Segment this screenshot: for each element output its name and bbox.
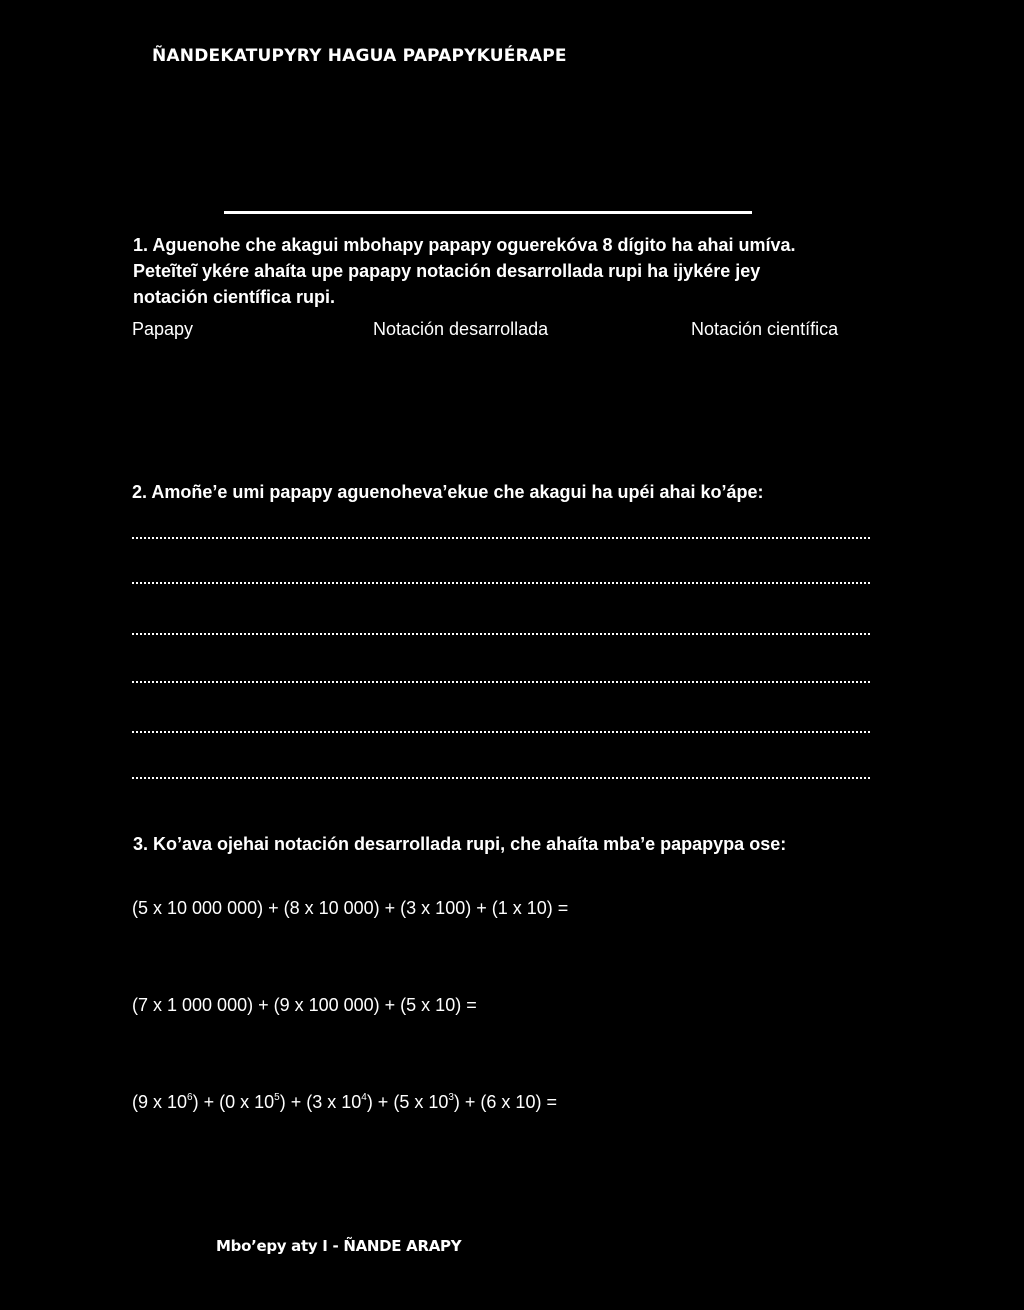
question-1-text <box>133 232 871 310</box>
answer-line-4[interactable] <box>132 681 870 683</box>
column-header-papapy: Papapy <box>132 319 194 339</box>
page-footer: Mbo’epy aty I - ÑANDE ARAPY <box>216 1237 462 1255</box>
question-3-text: 3. Ko’ava ojehai notación desarrollada rupi, che ahaíta mba’e papapypa ose: <box>133 834 787 854</box>
expression-3-exponent-3: 4 <box>361 1092 367 1103</box>
answer-line-5[interactable] <box>132 731 870 733</box>
page-header-title: ÑANDEKATUPYRY HAGUA PAPAPYKUÉRAPE <box>152 46 567 66</box>
expression-3-exponent-4: 3 <box>448 1092 454 1103</box>
answer-line-1[interactable] <box>132 537 870 539</box>
question-1-line-2: Peteĩteĩ ykére ahaíta upe papapy notación desarrollada rupi ha ijykére jey <box>133 261 761 281</box>
expression-3-part-5: ) + (6 x 10) = <box>453 1092 557 1112</box>
header-divider <box>224 211 752 214</box>
column-header-notacion-cientifica: Notación científica <box>691 319 839 339</box>
expression-3-exponent-1: 6 <box>187 1092 193 1103</box>
expression-3-part-2: ) + (0 x 10 <box>192 1092 275 1112</box>
expression-1: (5 x 10 000 000) + (8 x 10 000) + (3 x 100) + (1 x 10) = <box>132 898 569 918</box>
expression-3-part-1: (9 x 10 <box>132 1092 188 1112</box>
expression-2: (7 x 1 000 000) + (9 x 100 000) + (5 x 10) = <box>132 995 477 1015</box>
answer-line-2[interactable] <box>132 582 870 584</box>
question-1-line-1: 1. Aguenohe che akagui mbohapy papapy oguerekóva 8 dígito ha ahai umíva. <box>133 235 796 255</box>
question-2-text: 2. Amoñe’e umi papapy aguenoheva’ekue che akagui ha upéi ahai ko’ápe: <box>132 482 764 502</box>
question-1-line-3: notación científica rupi. <box>133 287 336 307</box>
expression-3 <box>132 1092 557 1113</box>
answer-line-3[interactable] <box>132 633 870 635</box>
column-header-notacion-desarrollada: Notación desarrollada <box>373 319 549 339</box>
answer-line-6[interactable] <box>132 777 870 779</box>
expression-3-part-4: ) + (5 x 10 <box>366 1092 449 1112</box>
expression-3-exponent-2: 5 <box>274 1092 280 1103</box>
expression-3-part-3: ) + (3 x 10 <box>279 1092 362 1112</box>
